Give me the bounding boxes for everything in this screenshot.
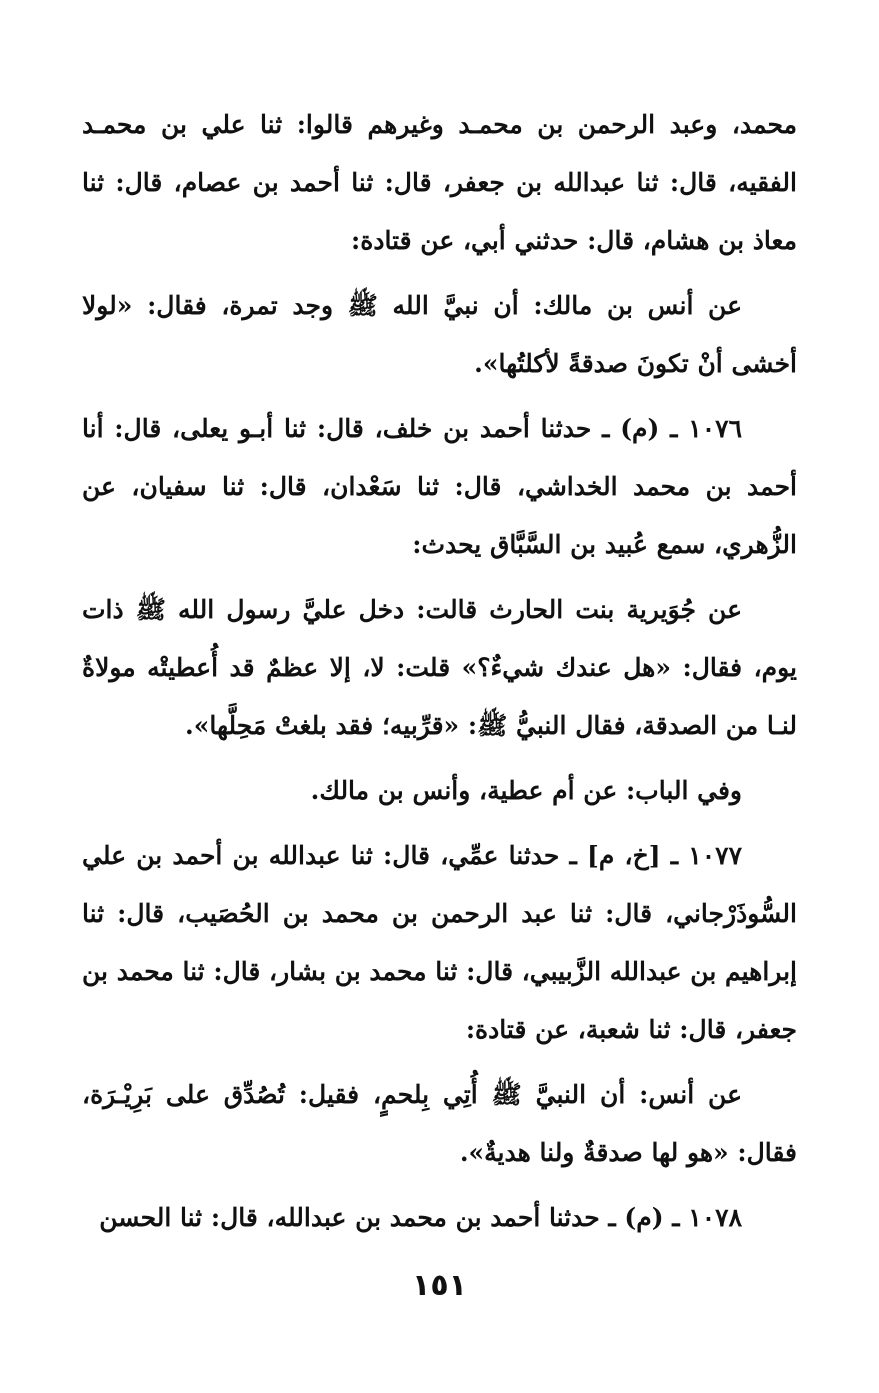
paragraph-chapter-note: وفي الباب: عن أم عطية، وأنس بن مالك. [310,776,742,805]
paragraph-hadith-1078-isnad: ١٠٧٨ ـ (م) ـ حدثنا أحمد بن محمد بن عبدالله، قال: ثنا الحسن [99,1203,742,1232]
page-text [82,96,797,1254]
paragraph-isnad-continuation: محمد، وعبد الرحمن بن محمـد وغيرهم قالوا: ثنا علي بن محمـد الفقيه، قال: ثنا عبدالله بن جعفر، قال: ثنا أحمد بن عصام، قال: ثنا معاذ بن هشام، قال: حدثني أبي، عن قتادة: [82,110,797,255]
paragraph-hadith-1076-isnad: ١٠٧٦ ـ (م) ـ حدثنا أحمد بن خلف، قال: ثنا أبـو يعلى، قال: أنا أحمد بن محمد الخداشي، قال: ثنا سَعْدان، قال: ثنا سفيان، عن الزُّهري، سمع عُبيد بن السَّبَّاق يحدث: [82,414,797,559]
page-number: ١٥١ [412,1268,467,1303]
paragraph-hadith-anas-barira: عن أنس: أن النبيَّ ﷺ أُتِي بِلحمٍ، فقيل: تُصُدِّق على بَرِيْـرَة، فقال: «هو لها صدقةٌ ولنا هديةٌ». [82,1080,797,1167]
paragraph-hadith-1077-isnad: ١٠٧٧ ـ [خ، م] ـ حدثنا عمِّي، قال: ثنا عبدالله بن أحمد بن علي السُّوذَرْجاني، قال: ثنا عبد الرحمن بن محمد بن الحُصَيب، قال: ثنا إبراهيم بن عبدالله الزَّبيبي، قال: ثنا محمد بن بشار، قال: ثنا محمد بن جعفر، قال: ثنا شعبة، عن قتادة: [82,841,797,1044]
paragraph-hadith-juwayriya: عن جُوَيرية بنت الحارث قالت: دخل عليَّ رسول الله ﷺ ذات يوم، فقال: «هل عندك شيءٌ؟» قلت: لا، إلا عظمٌ قد أُعطيتْه مولاةٌ لنـا من الصدقة، فقال النبيُّ ﷺ: «قرِّبيه؛ فقد بلغتْ مَحِلَّها». [82,595,797,740]
paragraph-hadith-anas-date: عن أنس بن مالك: أن نبيَّ الله ﷺ وجد تمرة، فقال: «لولا أخشى أنْ تكونَ صدقةً لأكلتُها». [82,291,797,378]
